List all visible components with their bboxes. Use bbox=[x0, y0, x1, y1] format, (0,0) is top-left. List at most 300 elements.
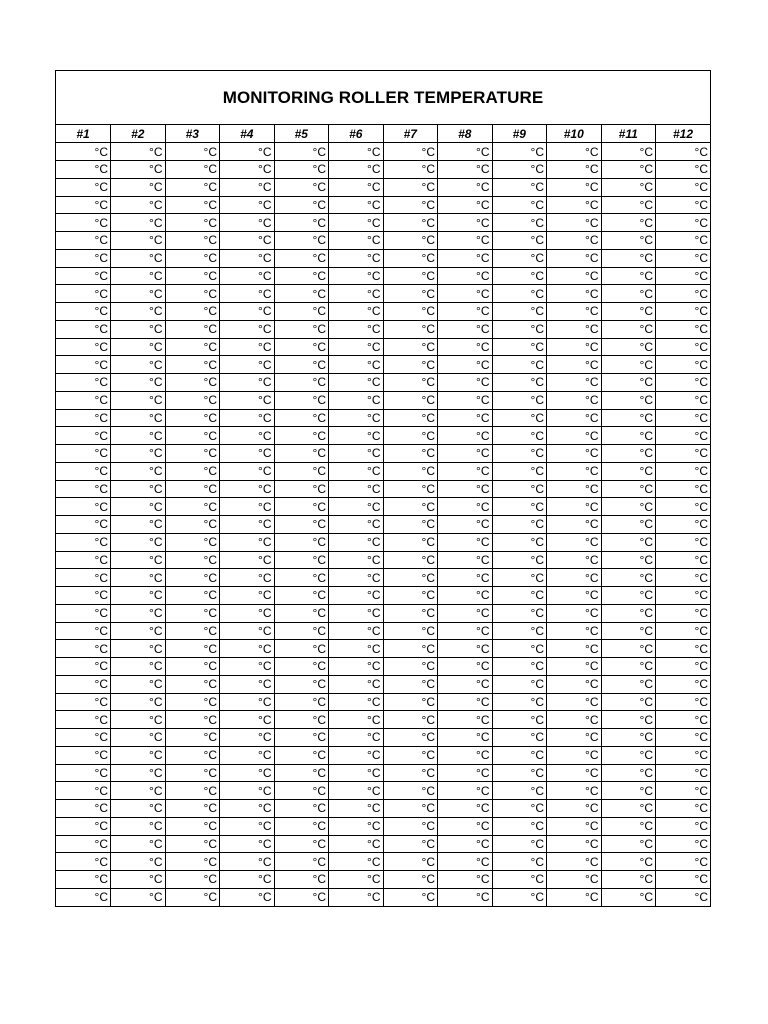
temperature-cell[interactable]: °C bbox=[329, 800, 384, 818]
temperature-cell[interactable]: °C bbox=[656, 817, 711, 835]
temperature-cell[interactable]: °C bbox=[492, 604, 547, 622]
temperature-cell[interactable]: °C bbox=[656, 409, 711, 427]
temperature-cell[interactable]: °C bbox=[383, 658, 438, 676]
temperature-cell[interactable]: °C bbox=[656, 161, 711, 179]
temperature-cell[interactable]: °C bbox=[383, 587, 438, 605]
temperature-cell[interactable]: °C bbox=[438, 445, 493, 463]
temperature-cell[interactable]: °C bbox=[165, 267, 220, 285]
temperature-cell[interactable]: °C bbox=[656, 303, 711, 321]
temperature-cell[interactable]: °C bbox=[329, 516, 384, 534]
temperature-cell[interactable]: °C bbox=[656, 569, 711, 587]
temperature-cell[interactable]: °C bbox=[220, 640, 275, 658]
temperature-cell[interactable]: °C bbox=[111, 391, 166, 409]
temperature-cell[interactable]: °C bbox=[56, 551, 111, 569]
temperature-cell[interactable]: °C bbox=[601, 675, 656, 693]
temperature-cell[interactable]: °C bbox=[547, 587, 602, 605]
temperature-cell[interactable]: °C bbox=[438, 303, 493, 321]
temperature-cell[interactable]: °C bbox=[492, 320, 547, 338]
temperature-cell[interactable]: °C bbox=[547, 658, 602, 676]
temperature-cell[interactable]: °C bbox=[656, 587, 711, 605]
temperature-cell[interactable]: °C bbox=[56, 249, 111, 267]
temperature-cell[interactable]: °C bbox=[656, 178, 711, 196]
temperature-cell[interactable]: °C bbox=[656, 658, 711, 676]
temperature-cell[interactable]: °C bbox=[547, 143, 602, 161]
temperature-cell[interactable]: °C bbox=[601, 267, 656, 285]
temperature-cell[interactable]: °C bbox=[547, 285, 602, 303]
temperature-cell[interactable]: °C bbox=[656, 746, 711, 764]
temperature-cell[interactable]: °C bbox=[383, 693, 438, 711]
temperature-cell[interactable]: °C bbox=[274, 462, 329, 480]
temperature-cell[interactable]: °C bbox=[220, 320, 275, 338]
temperature-cell[interactable]: °C bbox=[601, 746, 656, 764]
temperature-cell[interactable]: °C bbox=[111, 462, 166, 480]
temperature-cell[interactable]: °C bbox=[165, 622, 220, 640]
temperature-cell[interactable]: °C bbox=[438, 356, 493, 374]
temperature-cell[interactable]: °C bbox=[111, 356, 166, 374]
temperature-cell[interactable]: °C bbox=[492, 214, 547, 232]
temperature-cell[interactable]: °C bbox=[56, 320, 111, 338]
temperature-cell[interactable]: °C bbox=[329, 320, 384, 338]
temperature-cell[interactable]: °C bbox=[601, 533, 656, 551]
temperature-cell[interactable]: °C bbox=[329, 711, 384, 729]
temperature-cell[interactable]: °C bbox=[220, 871, 275, 889]
temperature-cell[interactable]: °C bbox=[438, 782, 493, 800]
temperature-cell[interactable]: °C bbox=[601, 232, 656, 250]
temperature-cell[interactable]: °C bbox=[111, 249, 166, 267]
temperature-cell[interactable]: °C bbox=[601, 285, 656, 303]
temperature-cell[interactable]: °C bbox=[383, 338, 438, 356]
temperature-cell[interactable]: °C bbox=[383, 782, 438, 800]
temperature-cell[interactable]: °C bbox=[165, 693, 220, 711]
temperature-cell[interactable]: °C bbox=[329, 249, 384, 267]
temperature-cell[interactable]: °C bbox=[329, 888, 384, 906]
temperature-cell[interactable]: °C bbox=[220, 232, 275, 250]
temperature-cell[interactable]: °C bbox=[383, 764, 438, 782]
temperature-cell[interactable]: °C bbox=[656, 693, 711, 711]
temperature-cell[interactable]: °C bbox=[438, 569, 493, 587]
temperature-cell[interactable]: °C bbox=[329, 817, 384, 835]
temperature-cell[interactable]: °C bbox=[220, 604, 275, 622]
temperature-cell[interactable]: °C bbox=[547, 764, 602, 782]
temperature-cell[interactable]: °C bbox=[56, 391, 111, 409]
temperature-cell[interactable]: °C bbox=[492, 516, 547, 534]
temperature-cell[interactable]: °C bbox=[56, 569, 111, 587]
temperature-cell[interactable]: °C bbox=[111, 427, 166, 445]
temperature-cell[interactable]: °C bbox=[438, 675, 493, 693]
temperature-cell[interactable]: °C bbox=[438, 249, 493, 267]
temperature-cell[interactable]: °C bbox=[601, 356, 656, 374]
temperature-cell[interactable]: °C bbox=[220, 480, 275, 498]
temperature-cell[interactable]: °C bbox=[165, 853, 220, 871]
temperature-cell[interactable]: °C bbox=[547, 374, 602, 392]
temperature-cell[interactable]: °C bbox=[547, 817, 602, 835]
temperature-cell[interactable]: °C bbox=[56, 161, 111, 179]
temperature-cell[interactable]: °C bbox=[547, 888, 602, 906]
temperature-cell[interactable]: °C bbox=[492, 764, 547, 782]
temperature-cell[interactable]: °C bbox=[492, 622, 547, 640]
temperature-cell[interactable]: °C bbox=[274, 161, 329, 179]
temperature-cell[interactable]: °C bbox=[329, 356, 384, 374]
temperature-cell[interactable]: °C bbox=[656, 533, 711, 551]
temperature-cell[interactable]: °C bbox=[274, 320, 329, 338]
temperature-cell[interactable]: °C bbox=[329, 462, 384, 480]
temperature-cell[interactable]: °C bbox=[220, 196, 275, 214]
temperature-cell[interactable]: °C bbox=[547, 675, 602, 693]
temperature-cell[interactable]: °C bbox=[274, 622, 329, 640]
temperature-cell[interactable]: °C bbox=[111, 178, 166, 196]
temperature-cell[interactable]: °C bbox=[547, 853, 602, 871]
temperature-cell[interactable]: °C bbox=[601, 427, 656, 445]
temperature-cell[interactable]: °C bbox=[274, 746, 329, 764]
temperature-cell[interactable]: °C bbox=[111, 196, 166, 214]
temperature-cell[interactable]: °C bbox=[656, 853, 711, 871]
temperature-cell[interactable]: °C bbox=[220, 817, 275, 835]
temperature-cell[interactable]: °C bbox=[274, 693, 329, 711]
temperature-cell[interactable]: °C bbox=[56, 853, 111, 871]
temperature-cell[interactable]: °C bbox=[274, 214, 329, 232]
temperature-cell[interactable]: °C bbox=[656, 267, 711, 285]
temperature-cell[interactable]: °C bbox=[492, 551, 547, 569]
temperature-cell[interactable]: °C bbox=[56, 445, 111, 463]
temperature-cell[interactable]: °C bbox=[492, 498, 547, 516]
temperature-cell[interactable]: °C bbox=[492, 178, 547, 196]
temperature-cell[interactable]: °C bbox=[601, 729, 656, 747]
temperature-cell[interactable]: °C bbox=[656, 391, 711, 409]
temperature-cell[interactable]: °C bbox=[438, 622, 493, 640]
temperature-cell[interactable]: °C bbox=[492, 533, 547, 551]
temperature-cell[interactable]: °C bbox=[56, 675, 111, 693]
temperature-cell[interactable]: °C bbox=[165, 480, 220, 498]
temperature-cell[interactable]: °C bbox=[220, 675, 275, 693]
temperature-cell[interactable]: °C bbox=[438, 480, 493, 498]
temperature-cell[interactable]: °C bbox=[56, 409, 111, 427]
temperature-cell[interactable]: °C bbox=[165, 817, 220, 835]
temperature-cell[interactable]: °C bbox=[656, 285, 711, 303]
temperature-cell[interactable]: °C bbox=[547, 338, 602, 356]
temperature-cell[interactable]: °C bbox=[111, 338, 166, 356]
temperature-cell[interactable]: °C bbox=[274, 604, 329, 622]
temperature-cell[interactable]: °C bbox=[656, 640, 711, 658]
temperature-cell[interactable]: °C bbox=[165, 462, 220, 480]
temperature-cell[interactable]: °C bbox=[547, 782, 602, 800]
temperature-cell[interactable]: °C bbox=[656, 427, 711, 445]
temperature-cell[interactable]: °C bbox=[111, 729, 166, 747]
temperature-cell[interactable]: °C bbox=[601, 462, 656, 480]
temperature-cell[interactable]: °C bbox=[601, 622, 656, 640]
temperature-cell[interactable]: °C bbox=[438, 232, 493, 250]
temperature-cell[interactable]: °C bbox=[656, 764, 711, 782]
temperature-cell[interactable]: °C bbox=[56, 782, 111, 800]
temperature-cell[interactable]: °C bbox=[383, 427, 438, 445]
temperature-cell[interactable]: °C bbox=[383, 214, 438, 232]
temperature-cell[interactable]: °C bbox=[111, 764, 166, 782]
temperature-cell[interactable]: °C bbox=[274, 498, 329, 516]
temperature-cell[interactable]: °C bbox=[601, 551, 656, 569]
temperature-cell[interactable]: °C bbox=[165, 427, 220, 445]
temperature-cell[interactable]: °C bbox=[329, 693, 384, 711]
temperature-cell[interactable]: °C bbox=[220, 551, 275, 569]
temperature-cell[interactable]: °C bbox=[383, 853, 438, 871]
temperature-cell[interactable]: °C bbox=[329, 604, 384, 622]
temperature-cell[interactable]: °C bbox=[547, 320, 602, 338]
temperature-cell[interactable]: °C bbox=[438, 604, 493, 622]
temperature-cell[interactable]: °C bbox=[492, 409, 547, 427]
temperature-cell[interactable]: °C bbox=[329, 338, 384, 356]
temperature-cell[interactable]: °C bbox=[56, 516, 111, 534]
temperature-cell[interactable]: °C bbox=[492, 729, 547, 747]
temperature-cell[interactable]: °C bbox=[56, 817, 111, 835]
temperature-cell[interactable]: °C bbox=[329, 729, 384, 747]
temperature-cell[interactable]: °C bbox=[601, 143, 656, 161]
temperature-cell[interactable]: °C bbox=[492, 445, 547, 463]
temperature-cell[interactable]: °C bbox=[601, 640, 656, 658]
temperature-cell[interactable]: °C bbox=[547, 640, 602, 658]
temperature-cell[interactable]: °C bbox=[165, 285, 220, 303]
temperature-cell[interactable]: °C bbox=[547, 462, 602, 480]
temperature-cell[interactable]: °C bbox=[56, 800, 111, 818]
temperature-cell[interactable]: °C bbox=[220, 782, 275, 800]
temperature-cell[interactable]: °C bbox=[111, 817, 166, 835]
temperature-cell[interactable]: °C bbox=[492, 285, 547, 303]
temperature-cell[interactable]: °C bbox=[383, 143, 438, 161]
temperature-cell[interactable]: °C bbox=[165, 374, 220, 392]
temperature-cell[interactable]: °C bbox=[383, 569, 438, 587]
temperature-cell[interactable]: °C bbox=[383, 161, 438, 179]
temperature-cell[interactable]: °C bbox=[165, 249, 220, 267]
temperature-cell[interactable]: °C bbox=[111, 533, 166, 551]
temperature-cell[interactable]: °C bbox=[165, 569, 220, 587]
temperature-cell[interactable]: °C bbox=[165, 161, 220, 179]
temperature-cell[interactable]: °C bbox=[656, 675, 711, 693]
temperature-cell[interactable]: °C bbox=[383, 711, 438, 729]
temperature-cell[interactable]: °C bbox=[56, 658, 111, 676]
temperature-cell[interactable]: °C bbox=[220, 711, 275, 729]
temperature-cell[interactable]: °C bbox=[220, 587, 275, 605]
temperature-cell[interactable]: °C bbox=[656, 232, 711, 250]
temperature-cell[interactable]: °C bbox=[274, 143, 329, 161]
temperature-cell[interactable]: °C bbox=[383, 249, 438, 267]
temperature-cell[interactable]: °C bbox=[438, 817, 493, 835]
temperature-cell[interactable]: °C bbox=[547, 409, 602, 427]
temperature-cell[interactable]: °C bbox=[165, 445, 220, 463]
temperature-cell[interactable]: °C bbox=[165, 551, 220, 569]
temperature-cell[interactable]: °C bbox=[56, 480, 111, 498]
temperature-cell[interactable]: °C bbox=[274, 196, 329, 214]
temperature-cell[interactable]: °C bbox=[274, 285, 329, 303]
temperature-cell[interactable]: °C bbox=[329, 214, 384, 232]
temperature-cell[interactable]: °C bbox=[220, 178, 275, 196]
temperature-cell[interactable]: °C bbox=[547, 498, 602, 516]
temperature-cell[interactable]: °C bbox=[111, 782, 166, 800]
temperature-cell[interactable]: °C bbox=[601, 320, 656, 338]
temperature-cell[interactable]: °C bbox=[547, 161, 602, 179]
temperature-cell[interactable]: °C bbox=[547, 711, 602, 729]
temperature-cell[interactable]: °C bbox=[656, 374, 711, 392]
temperature-cell[interactable]: °C bbox=[111, 551, 166, 569]
temperature-cell[interactable]: °C bbox=[220, 729, 275, 747]
temperature-cell[interactable]: °C bbox=[111, 675, 166, 693]
temperature-cell[interactable]: °C bbox=[220, 533, 275, 551]
temperature-cell[interactable]: °C bbox=[383, 871, 438, 889]
temperature-cell[interactable]: °C bbox=[329, 746, 384, 764]
temperature-cell[interactable]: °C bbox=[601, 800, 656, 818]
temperature-cell[interactable]: °C bbox=[220, 391, 275, 409]
temperature-cell[interactable]: °C bbox=[274, 587, 329, 605]
temperature-cell[interactable]: °C bbox=[492, 356, 547, 374]
temperature-cell[interactable]: °C bbox=[329, 640, 384, 658]
temperature-cell[interactable]: °C bbox=[220, 267, 275, 285]
temperature-cell[interactable]: °C bbox=[329, 161, 384, 179]
temperature-cell[interactable]: °C bbox=[274, 711, 329, 729]
temperature-cell[interactable]: °C bbox=[111, 871, 166, 889]
temperature-cell[interactable]: °C bbox=[383, 409, 438, 427]
temperature-cell[interactable]: °C bbox=[274, 782, 329, 800]
temperature-cell[interactable]: °C bbox=[383, 320, 438, 338]
temperature-cell[interactable]: °C bbox=[56, 178, 111, 196]
temperature-cell[interactable]: °C bbox=[547, 480, 602, 498]
temperature-cell[interactable]: °C bbox=[383, 391, 438, 409]
temperature-cell[interactable]: °C bbox=[56, 374, 111, 392]
temperature-cell[interactable]: °C bbox=[111, 658, 166, 676]
temperature-cell[interactable]: °C bbox=[492, 693, 547, 711]
temperature-cell[interactable]: °C bbox=[56, 196, 111, 214]
temperature-cell[interactable]: °C bbox=[438, 391, 493, 409]
temperature-cell[interactable]: °C bbox=[111, 587, 166, 605]
temperature-cell[interactable]: °C bbox=[547, 267, 602, 285]
temperature-cell[interactable]: °C bbox=[329, 498, 384, 516]
temperature-cell[interactable]: °C bbox=[547, 214, 602, 232]
temperature-cell[interactable]: °C bbox=[111, 143, 166, 161]
temperature-cell[interactable]: °C bbox=[56, 729, 111, 747]
temperature-cell[interactable]: °C bbox=[492, 746, 547, 764]
temperature-cell[interactable]: °C bbox=[274, 871, 329, 889]
temperature-cell[interactable]: °C bbox=[56, 143, 111, 161]
temperature-cell[interactable]: °C bbox=[383, 888, 438, 906]
temperature-cell[interactable]: °C bbox=[165, 356, 220, 374]
temperature-cell[interactable]: °C bbox=[111, 409, 166, 427]
temperature-cell[interactable]: °C bbox=[601, 249, 656, 267]
temperature-cell[interactable]: °C bbox=[274, 338, 329, 356]
temperature-cell[interactable]: °C bbox=[438, 267, 493, 285]
temperature-cell[interactable]: °C bbox=[56, 835, 111, 853]
temperature-cell[interactable]: °C bbox=[329, 533, 384, 551]
temperature-cell[interactable]: °C bbox=[111, 693, 166, 711]
temperature-cell[interactable]: °C bbox=[383, 480, 438, 498]
temperature-cell[interactable]: °C bbox=[274, 658, 329, 676]
temperature-cell[interactable]: °C bbox=[383, 267, 438, 285]
temperature-cell[interactable]: °C bbox=[656, 800, 711, 818]
temperature-cell[interactable]: °C bbox=[438, 853, 493, 871]
temperature-cell[interactable]: °C bbox=[438, 498, 493, 516]
temperature-cell[interactable]: °C bbox=[547, 232, 602, 250]
temperature-cell[interactable]: °C bbox=[492, 569, 547, 587]
temperature-cell[interactable]: °C bbox=[111, 161, 166, 179]
temperature-cell[interactable]: °C bbox=[56, 888, 111, 906]
temperature-cell[interactable]: °C bbox=[274, 356, 329, 374]
temperature-cell[interactable]: °C bbox=[165, 675, 220, 693]
temperature-cell[interactable]: °C bbox=[56, 746, 111, 764]
temperature-cell[interactable]: °C bbox=[383, 604, 438, 622]
temperature-cell[interactable]: °C bbox=[547, 693, 602, 711]
temperature-cell[interactable]: °C bbox=[165, 711, 220, 729]
temperature-cell[interactable]: °C bbox=[111, 285, 166, 303]
temperature-cell[interactable]: °C bbox=[220, 516, 275, 534]
temperature-cell[interactable]: °C bbox=[329, 764, 384, 782]
temperature-cell[interactable]: °C bbox=[383, 196, 438, 214]
temperature-cell[interactable]: °C bbox=[656, 445, 711, 463]
temperature-cell[interactable]: °C bbox=[329, 569, 384, 587]
temperature-cell[interactable]: °C bbox=[220, 445, 275, 463]
temperature-cell[interactable]: °C bbox=[656, 729, 711, 747]
temperature-cell[interactable]: °C bbox=[274, 533, 329, 551]
temperature-cell[interactable]: °C bbox=[329, 143, 384, 161]
temperature-cell[interactable]: °C bbox=[220, 374, 275, 392]
temperature-cell[interactable]: °C bbox=[111, 445, 166, 463]
temperature-cell[interactable]: °C bbox=[56, 232, 111, 250]
temperature-cell[interactable]: °C bbox=[547, 622, 602, 640]
temperature-cell[interactable]: °C bbox=[220, 356, 275, 374]
temperature-cell[interactable]: °C bbox=[274, 267, 329, 285]
temperature-cell[interactable]: °C bbox=[656, 338, 711, 356]
temperature-cell[interactable]: °C bbox=[165, 303, 220, 321]
temperature-cell[interactable]: °C bbox=[492, 391, 547, 409]
temperature-cell[interactable]: °C bbox=[165, 214, 220, 232]
temperature-cell[interactable]: °C bbox=[220, 888, 275, 906]
temperature-cell[interactable]: °C bbox=[111, 853, 166, 871]
temperature-cell[interactable]: °C bbox=[220, 658, 275, 676]
temperature-cell[interactable]: °C bbox=[165, 888, 220, 906]
temperature-cell[interactable]: °C bbox=[383, 303, 438, 321]
temperature-cell[interactable]: °C bbox=[547, 303, 602, 321]
temperature-cell[interactable]: °C bbox=[492, 427, 547, 445]
temperature-cell[interactable]: °C bbox=[492, 462, 547, 480]
temperature-cell[interactable]: °C bbox=[656, 320, 711, 338]
temperature-cell[interactable]: °C bbox=[274, 232, 329, 250]
temperature-cell[interactable]: °C bbox=[492, 658, 547, 676]
temperature-cell[interactable]: °C bbox=[492, 143, 547, 161]
temperature-cell[interactable]: °C bbox=[329, 196, 384, 214]
temperature-cell[interactable]: °C bbox=[274, 374, 329, 392]
temperature-cell[interactable]: °C bbox=[111, 569, 166, 587]
temperature-cell[interactable]: °C bbox=[111, 604, 166, 622]
temperature-cell[interactable]: °C bbox=[165, 640, 220, 658]
temperature-cell[interactable]: °C bbox=[438, 888, 493, 906]
temperature-cell[interactable]: °C bbox=[438, 835, 493, 853]
temperature-cell[interactable]: °C bbox=[165, 800, 220, 818]
temperature-cell[interactable]: °C bbox=[383, 640, 438, 658]
temperature-cell[interactable]: °C bbox=[601, 888, 656, 906]
temperature-cell[interactable]: °C bbox=[547, 871, 602, 889]
temperature-cell[interactable]: °C bbox=[220, 285, 275, 303]
temperature-cell[interactable]: °C bbox=[383, 374, 438, 392]
temperature-cell[interactable]: °C bbox=[547, 533, 602, 551]
temperature-cell[interactable]: °C bbox=[492, 782, 547, 800]
temperature-cell[interactable]: °C bbox=[56, 427, 111, 445]
temperature-cell[interactable]: °C bbox=[492, 249, 547, 267]
temperature-cell[interactable]: °C bbox=[438, 729, 493, 747]
temperature-cell[interactable]: °C bbox=[274, 764, 329, 782]
temperature-cell[interactable]: °C bbox=[329, 480, 384, 498]
temperature-cell[interactable]: °C bbox=[329, 267, 384, 285]
temperature-cell[interactable]: °C bbox=[656, 604, 711, 622]
temperature-cell[interactable]: °C bbox=[492, 871, 547, 889]
temperature-cell[interactable]: °C bbox=[165, 658, 220, 676]
temperature-cell[interactable]: °C bbox=[438, 587, 493, 605]
temperature-cell[interactable]: °C bbox=[165, 178, 220, 196]
temperature-cell[interactable]: °C bbox=[329, 285, 384, 303]
temperature-cell[interactable]: °C bbox=[165, 338, 220, 356]
temperature-cell[interactable]: °C bbox=[656, 214, 711, 232]
